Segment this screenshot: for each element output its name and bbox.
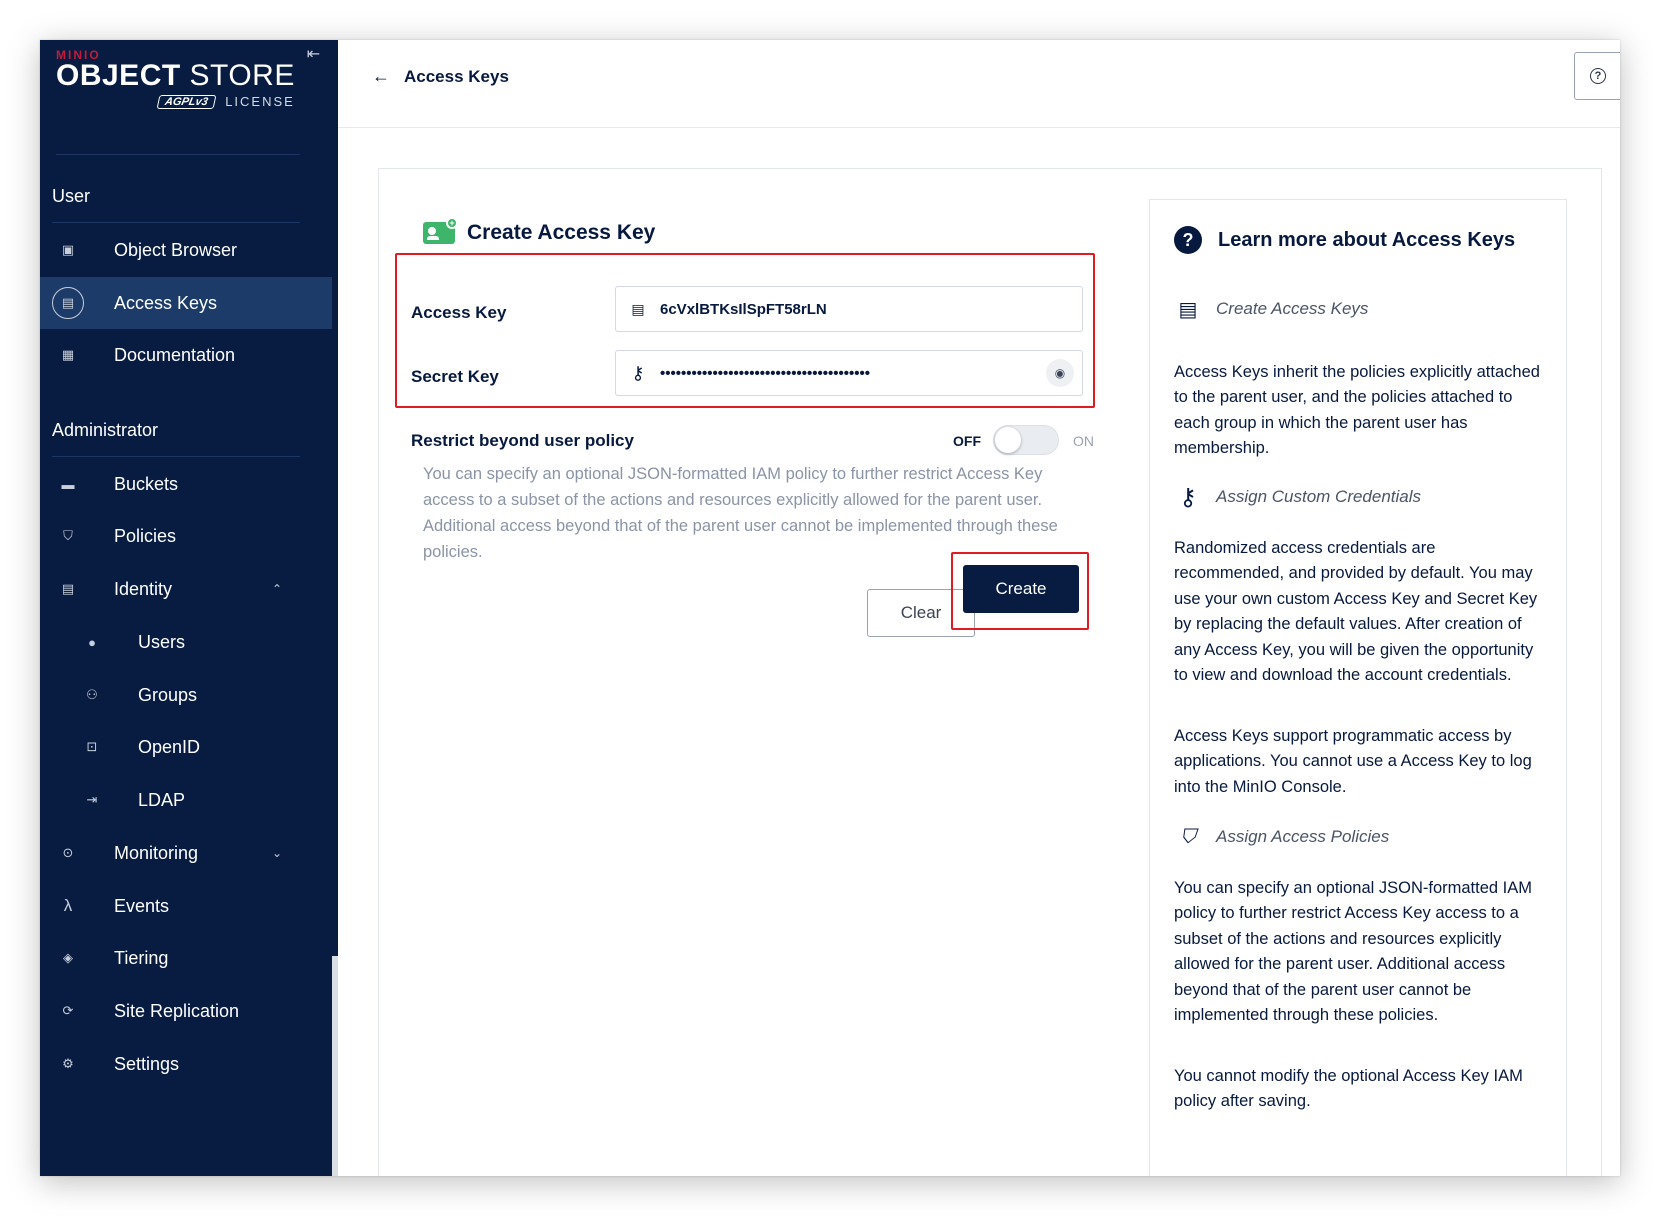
sidebar-item-label: Policies — [114, 525, 177, 546]
section-user: User — [52, 186, 91, 206]
help-panel — [1149, 199, 1567, 1176]
help-heading-text: Assign Access Policies — [1216, 827, 1390, 846]
section-administrator: Administrator — [52, 420, 159, 440]
sidebar-item-settings[interactable] — [40, 1038, 332, 1090]
id-card-icon: ▤ — [1178, 298, 1198, 321]
bucket-icon: ▬ — [61, 476, 75, 492]
sidebar-item-object-browser[interactable] — [40, 224, 332, 276]
sidebar-item-label: Events — [114, 895, 170, 916]
sidebar-item-policies[interactable] — [40, 510, 332, 562]
top-bar — [338, 40, 1620, 128]
plus-icon: + — [446, 217, 458, 229]
sidebar-item-tiering[interactable] — [40, 932, 332, 984]
console-window — [40, 40, 1620, 1176]
access-key-input[interactable] — [660, 301, 1020, 318]
sidebar-item-site-replication[interactable] — [40, 985, 332, 1037]
logo-product — [56, 60, 295, 92]
clear-button[interactable]: Clear — [867, 589, 975, 637]
access-key-field[interactable] — [615, 286, 1083, 332]
logo-product-light: STORE — [180, 59, 295, 92]
sidebar-item-label: OpenID — [138, 736, 201, 757]
sidebar-item-label: Site Replication — [114, 1000, 240, 1021]
access-key-label: Access Key — [411, 303, 507, 322]
replication-icon: ⟳ — [62, 1003, 74, 1018]
logo-sub — [56, 94, 295, 109]
groups-icon: ⚇ — [86, 687, 98, 702]
lambda-icon: λ — [63, 896, 73, 915]
documentation-icon: ▦ — [61, 347, 75, 362]
logo — [56, 48, 295, 109]
restrict-description: You can specify an optional JSON-formatted IAM policy to further restrict Access Key access to a subset of the actions and resources explicitly allowed for the parent user. Additional access beyond that of the parent user cannot be implemented through these policies. — [423, 465, 1058, 561]
access-keys-icon: ▤ — [52, 287, 84, 319]
toggle-knob — [995, 427, 1021, 453]
key-icon: ⚷ — [631, 362, 645, 383]
restrict-policy-toggle[interactable] — [993, 425, 1059, 455]
sidebar-item-users[interactable] — [40, 616, 332, 668]
restrict-label: Restrict beyond user policy — [411, 431, 634, 450]
create-access-key-card — [378, 168, 1602, 1176]
eye-icon[interactable]: ◉ — [1046, 359, 1074, 387]
help-heading-text: Create Access Keys — [1216, 299, 1369, 318]
form-title-text: Create Access Key — [467, 221, 656, 244]
sidebar-item-events[interactable] — [40, 880, 332, 932]
help-heading-text: Assign Custom Credentials — [1216, 487, 1422, 506]
collapse-sidebar-icon[interactable]: ⇤ — [306, 46, 320, 63]
help-heading-create — [1174, 295, 1368, 323]
create-button[interactable]: Create — [963, 565, 1079, 613]
logo-brand: MINIO — [56, 48, 101, 62]
question-icon: ? — [1174, 226, 1202, 254]
identity-icon: ▤ — [61, 581, 75, 596]
secret-key-label: Secret Key — [411, 367, 499, 386]
question-icon: ? — [1590, 68, 1606, 84]
help-paragraph: You can specify an optional JSON-formatted IAM policy to further restrict Access Key access to a subset of the actions and resources explicitly allowed for the parent user. Additional access beyond that of the parent user cannot be implemented through these policies. — [1174, 879, 1532, 1025]
sidebar-item-label: Access Keys — [114, 292, 218, 313]
sidebar-item-label: Buckets — [114, 473, 179, 494]
shield-icon: ⛉ — [1180, 825, 1196, 848]
license-label: LICENSE — [225, 94, 295, 109]
divider — [56, 154, 300, 155]
secret-key-input[interactable] — [660, 365, 1020, 382]
lock-icon: ⊡ — [86, 739, 98, 754]
sidebar — [40, 40, 332, 1176]
agpl-badge: AGPLv3 — [157, 95, 217, 109]
sidebar-item-identity[interactable] — [40, 563, 332, 615]
help-heading-policies — [1174, 823, 1389, 851]
help-paragraph: Randomized access credentials are recommended, and provided by default. You may use your own custom Access Key and Secret Key by replacing the default values. After creation of any Access Key, you will be given the opportunity to view and download the account credentials. — [1174, 539, 1538, 685]
object-browser-icon: ▣ — [61, 242, 75, 257]
help-button[interactable] — [1574, 52, 1620, 100]
login-icon: ⇥ — [86, 792, 98, 807]
sidebar-item-label: LDAP — [138, 789, 186, 810]
sidebar-item-label: Monitoring — [114, 842, 199, 863]
monitoring-icon: ⊙ — [62, 845, 74, 860]
divider — [52, 456, 300, 457]
sidebar-item-openid[interactable] — [40, 721, 332, 773]
sidebar-item-access-keys[interactable] — [40, 277, 332, 329]
sidebar-item-buckets[interactable] — [40, 458, 332, 510]
sidebar-item-label: Object Browser — [114, 239, 238, 260]
help-title — [1174, 226, 1515, 254]
key-icon: ⚷ — [1179, 483, 1197, 511]
layers-icon: ◈ — [63, 950, 73, 965]
sidebar-item-label: Settings — [114, 1053, 180, 1074]
sidebar-item-ldap[interactable] — [40, 774, 332, 826]
toggle-on-label: ON — [1073, 433, 1094, 449]
gear-icon: ⚙ — [62, 1056, 74, 1071]
help-paragraph: Access Keys support programmatic access by applications. You cannot use a Access Key to log into the MinIO Console. — [1174, 727, 1532, 796]
help-paragraph: You cannot modify the optional Access Key IAM policy after saving. — [1174, 1067, 1523, 1111]
sidebar-item-label: Documentation — [114, 344, 236, 365]
help-title-text: Learn more about Access Keys — [1218, 228, 1516, 251]
chevron-down-icon: ⌄ — [272, 846, 283, 860]
secret-key-field[interactable] — [615, 350, 1083, 396]
sidebar-item-groups[interactable] — [40, 669, 332, 721]
chevron-up-icon: ⌃ — [272, 582, 283, 596]
help-heading-credentials — [1174, 483, 1421, 511]
divider — [52, 222, 300, 223]
back-label: Access Keys — [404, 66, 509, 86]
add-access-key-icon — [423, 218, 455, 244]
sidebar-item-monitoring[interactable] — [40, 827, 332, 879]
user-icon: ● — [88, 634, 96, 650]
sidebar-item-label: Users — [138, 631, 186, 652]
sidebar-item-label: Groups — [138, 684, 198, 705]
back-link[interactable] — [372, 66, 509, 87]
logo-product-bold: OBJECT — [56, 59, 181, 92]
help-paragraph: Access Keys inherit the policies explicitly attached to the parent user, and the policies attached to each group in which the parent user has membership. — [1174, 363, 1540, 458]
arrow-left-icon: ← — [372, 66, 390, 86]
toggle-off-label: OFF — [953, 433, 981, 449]
sidebar-item-label: Tiering — [114, 947, 169, 968]
sidebar-scrollbar-thumb[interactable] — [332, 956, 338, 1176]
id-card-icon: ▤ — [631, 300, 645, 317]
form-title — [423, 218, 656, 245]
sidebar-item-label: Identity — [114, 578, 173, 599]
shield-icon: ⛉ — [63, 528, 73, 543]
sidebar-item-documentation[interactable] — [40, 329, 332, 381]
